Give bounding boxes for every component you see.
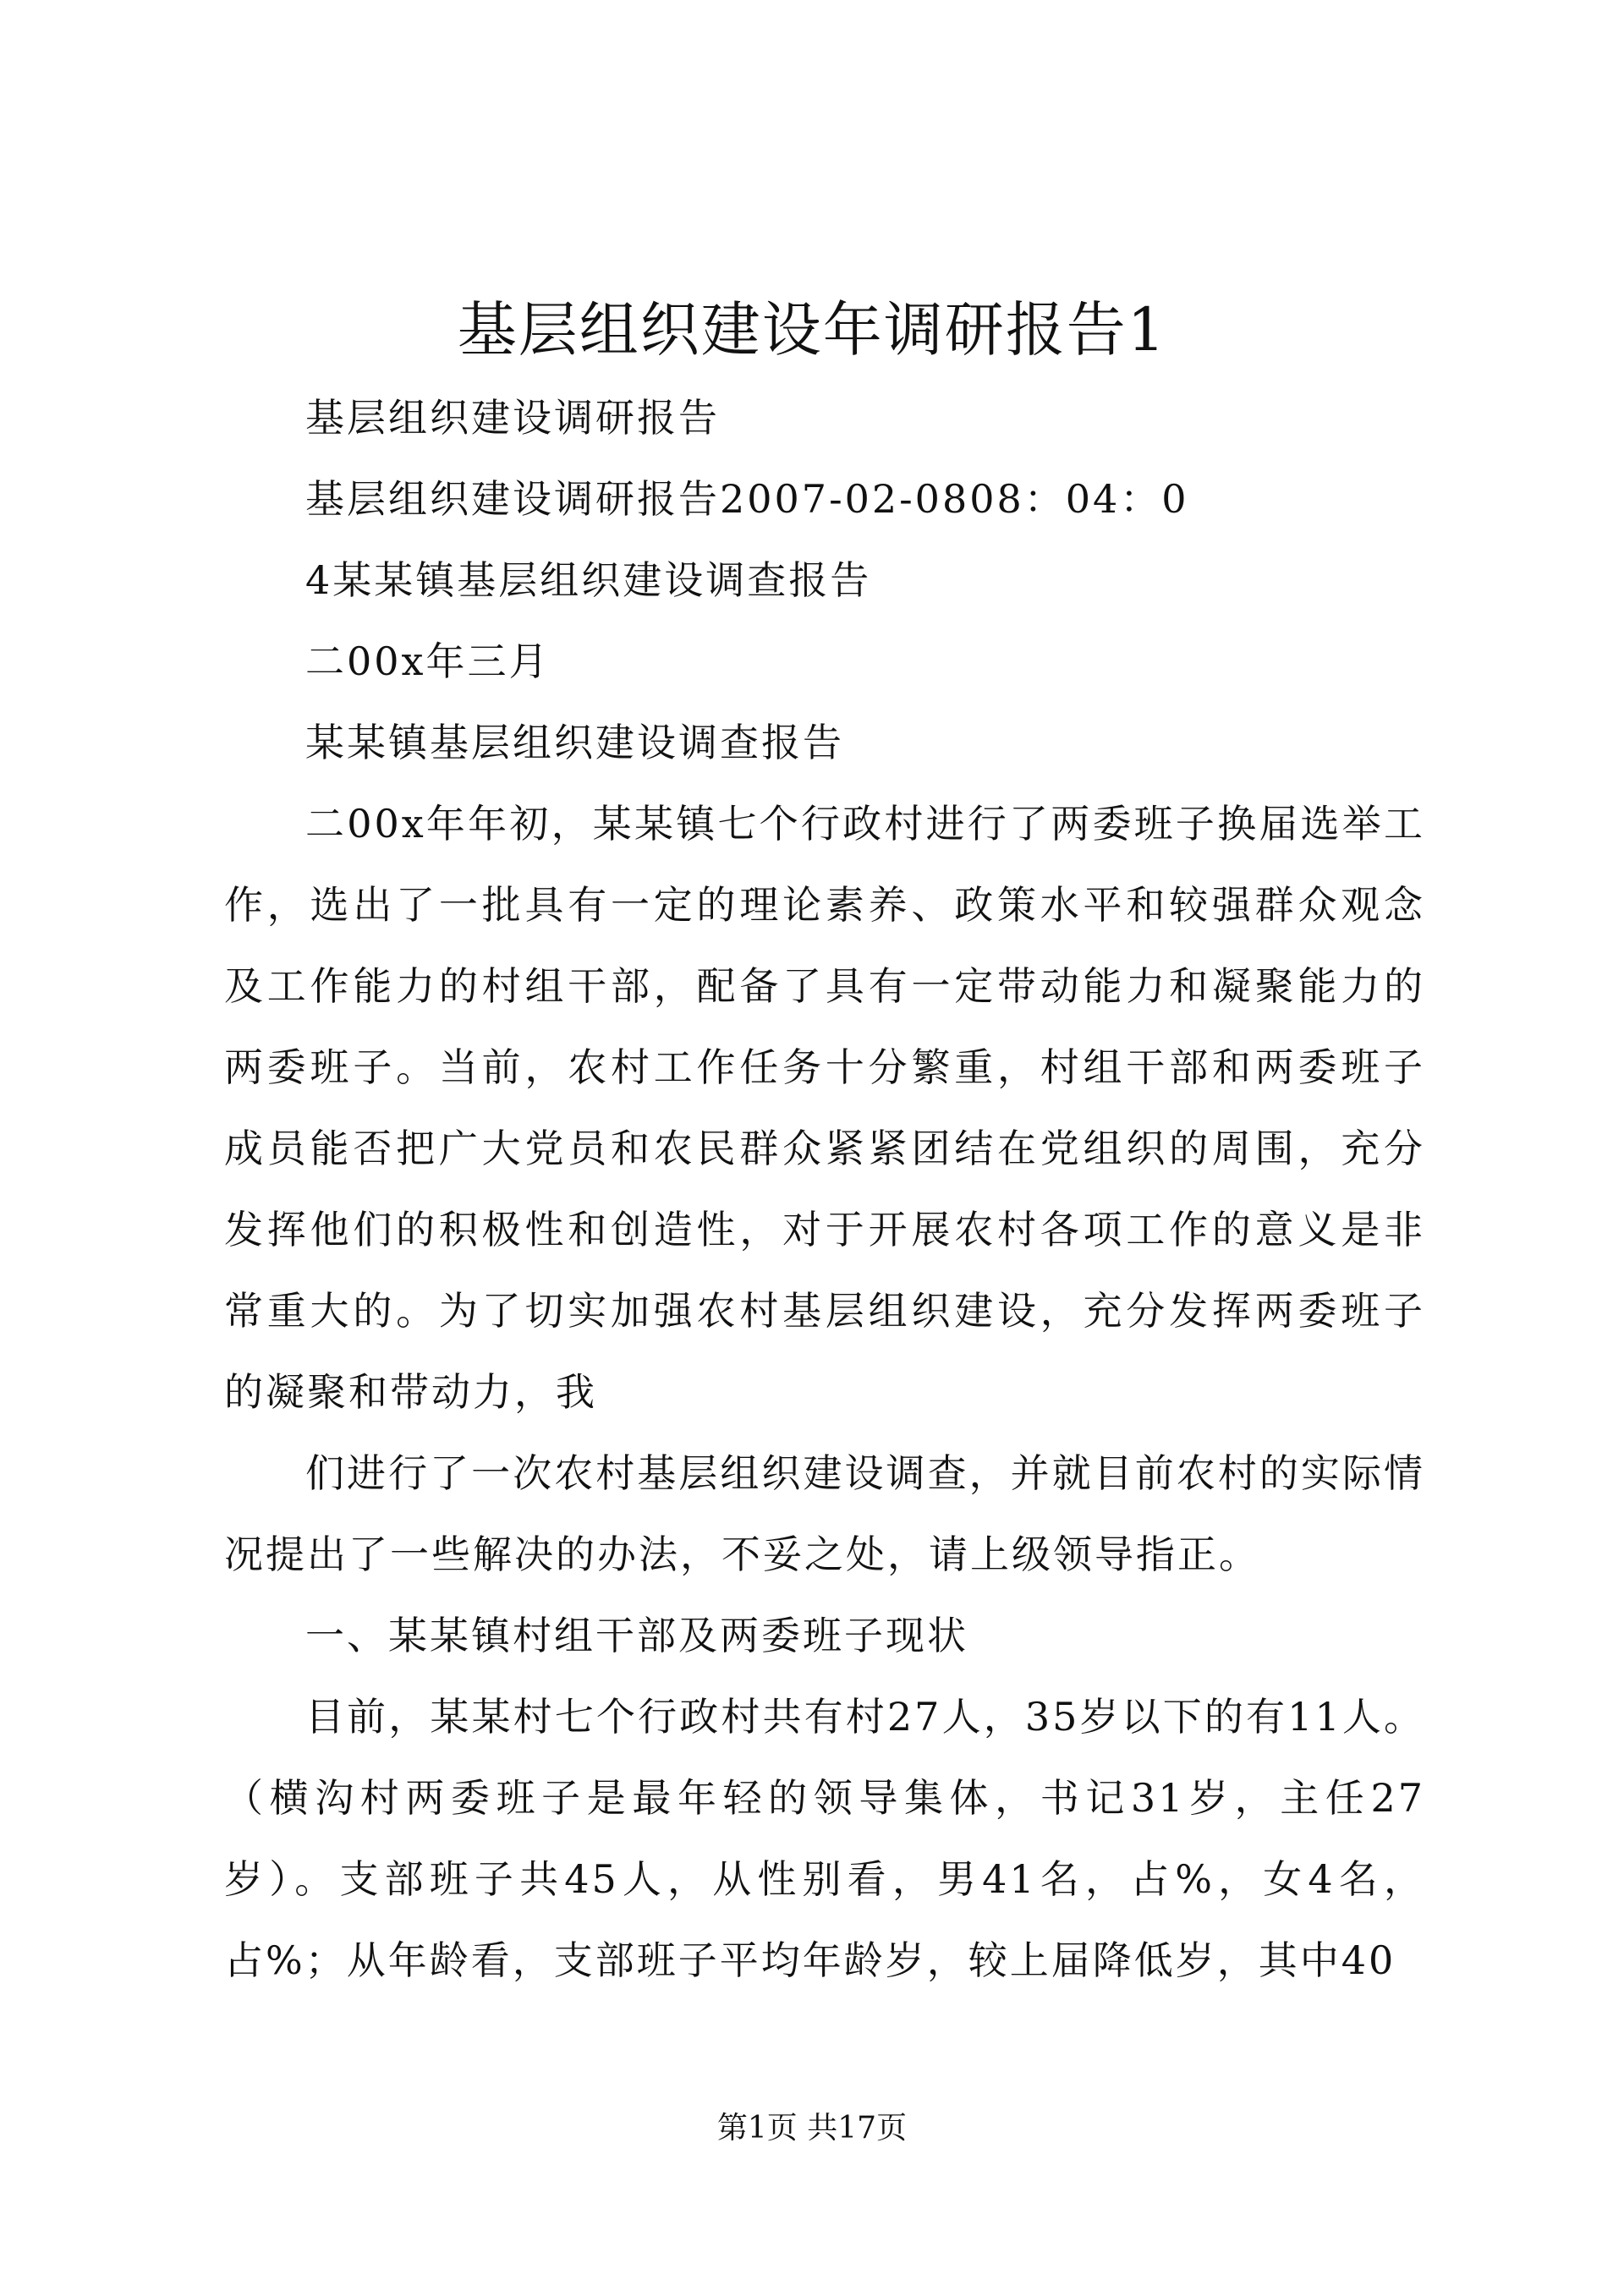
paragraph: 基层组织建设调研报告 xyxy=(305,395,720,441)
document-body xyxy=(224,377,1425,2001)
section-heading: 一、某某镇村组干部及两委班子现状 xyxy=(305,1613,968,1658)
paragraph: 基层组织建设调研报告2007-02-0808：04：0 xyxy=(305,476,1189,522)
paragraph: 目前，某某村七个行政村共有村27人，35岁以下的有11人。（横沟村两委班子是最年轻的领导集体，书记31岁，主任27岁）。支部班子共45人，从性别看，男41名，占%，女4名，占%；从年龄看，支部班子平均年龄岁，较上届降低岁，其中40 xyxy=(224,1694,1425,1983)
document-title: 基层组织建设年调研报告1 xyxy=(457,295,1167,364)
paragraph: 二00x年三月 xyxy=(305,638,551,684)
paragraph: 们进行了一次农村基层组织建设调查，并就目前农村的实际情况提出了一些解决的办法，不妥之处，请上级领导指正。 xyxy=(224,1450,1425,1577)
paragraph: 二00x年年初，某某镇七个行政村进行了两委班子换届选举工作，选出了一批具有一定的理论素养、政策水平和较强群众观念及工作能力的村组干部，配备了具有一定带动能力和凝聚能力的两委班子。当前，农村工作任务十分繁重，村组干部和两委班子成员能否把广大党员和农民群众紧紧团结在党组织的周围，充分发挥他们的积极性和创造性，对于开展农村各项工作的意义是非常重大的。为了切实加强农村基层组织建设，充分发挥两委班子的凝聚和带动力，我 xyxy=(224,801,1425,1415)
paragraph: 4某某镇基层组织建设调查报告 xyxy=(305,557,872,603)
paragraph: 某某镇基层组织建设调查报告 xyxy=(305,720,844,765)
page-footer: 第1页 共17页 xyxy=(716,2111,908,2145)
